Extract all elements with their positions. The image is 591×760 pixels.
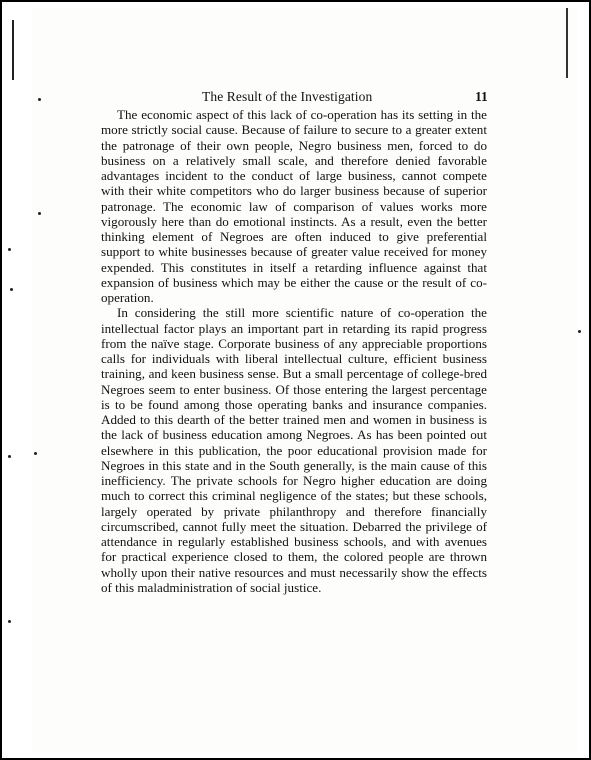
scan-artifact-dot (578, 330, 581, 333)
page-header (0, 89, 591, 107)
running-title: The Result of the Investigation (202, 89, 373, 104)
scan-artifact-left-mark (12, 20, 14, 80)
scan-artifact-dot (34, 452, 37, 455)
scan-artifact-dot (38, 212, 41, 215)
scan-artifact-dot (8, 455, 11, 458)
body-text (101, 107, 487, 595)
scan-artifact-dot (10, 288, 13, 291)
scan-border-left (0, 0, 2, 760)
scan-artifact-dot (8, 620, 11, 623)
scan-border-top (0, 0, 591, 2)
page-number: 11 (475, 89, 488, 104)
scan-artifact-right-mark (566, 8, 568, 78)
paragraph: The economic aspect of this lack of co-operation has its setting in the more strictly social cause. Because of failure to secure to a greater extent the patronage of their own people, Negro business men, forced to do business on a relatively small scale, and therefore denied favorable advantages incident to the conduct of large business, cannot compete with their white competitors who do larger business because of superior patronage. The economic law of comparison of values works more vigorously here than do emotional instincts. As a result, even the better thinking element of Negroes are often induced to give preferential support to white businesses because of greater value received for money expended. This constitutes in itself a retarding influence against that expansion of business which may be either the cause or the result of co-operation. (101, 107, 487, 305)
paragraph: In considering the still more scientific nature of co-operation the intellectual factor plays an important part in retarding its rapid progress from the naïve stage. Corporate business of any appreciable proportions calls for individuals with liberal intellectual culture, efficient business training, and keen business sense. But a small percentage of college-bred Negroes seem to enter business. Of those entering the largest percentage is to be found among those operating banks and insurance companies. Added to this dearth of the better trained men and women in business is the lack of business education among Negroes. As has been pointed out elsewhere in this publication, the poor educational provision made for Negroes in this state and in the South generally, is the main cause of this inefficiency. The private schools for Negro higher education are doing much to correct this criminal negligence of the states; but these schools, largely operated by private philanthropy and therefore financially circumscribed, cannot fully meet the situation. Debarred the privilege of attendance in regularly established business schools, and with avenues for practical experience closed to them, the colored people are thrown wholly upon their native resources and must necessarily show the effects of this maladministration of social justice. (101, 305, 487, 595)
scan-artifact-dot (8, 248, 11, 251)
